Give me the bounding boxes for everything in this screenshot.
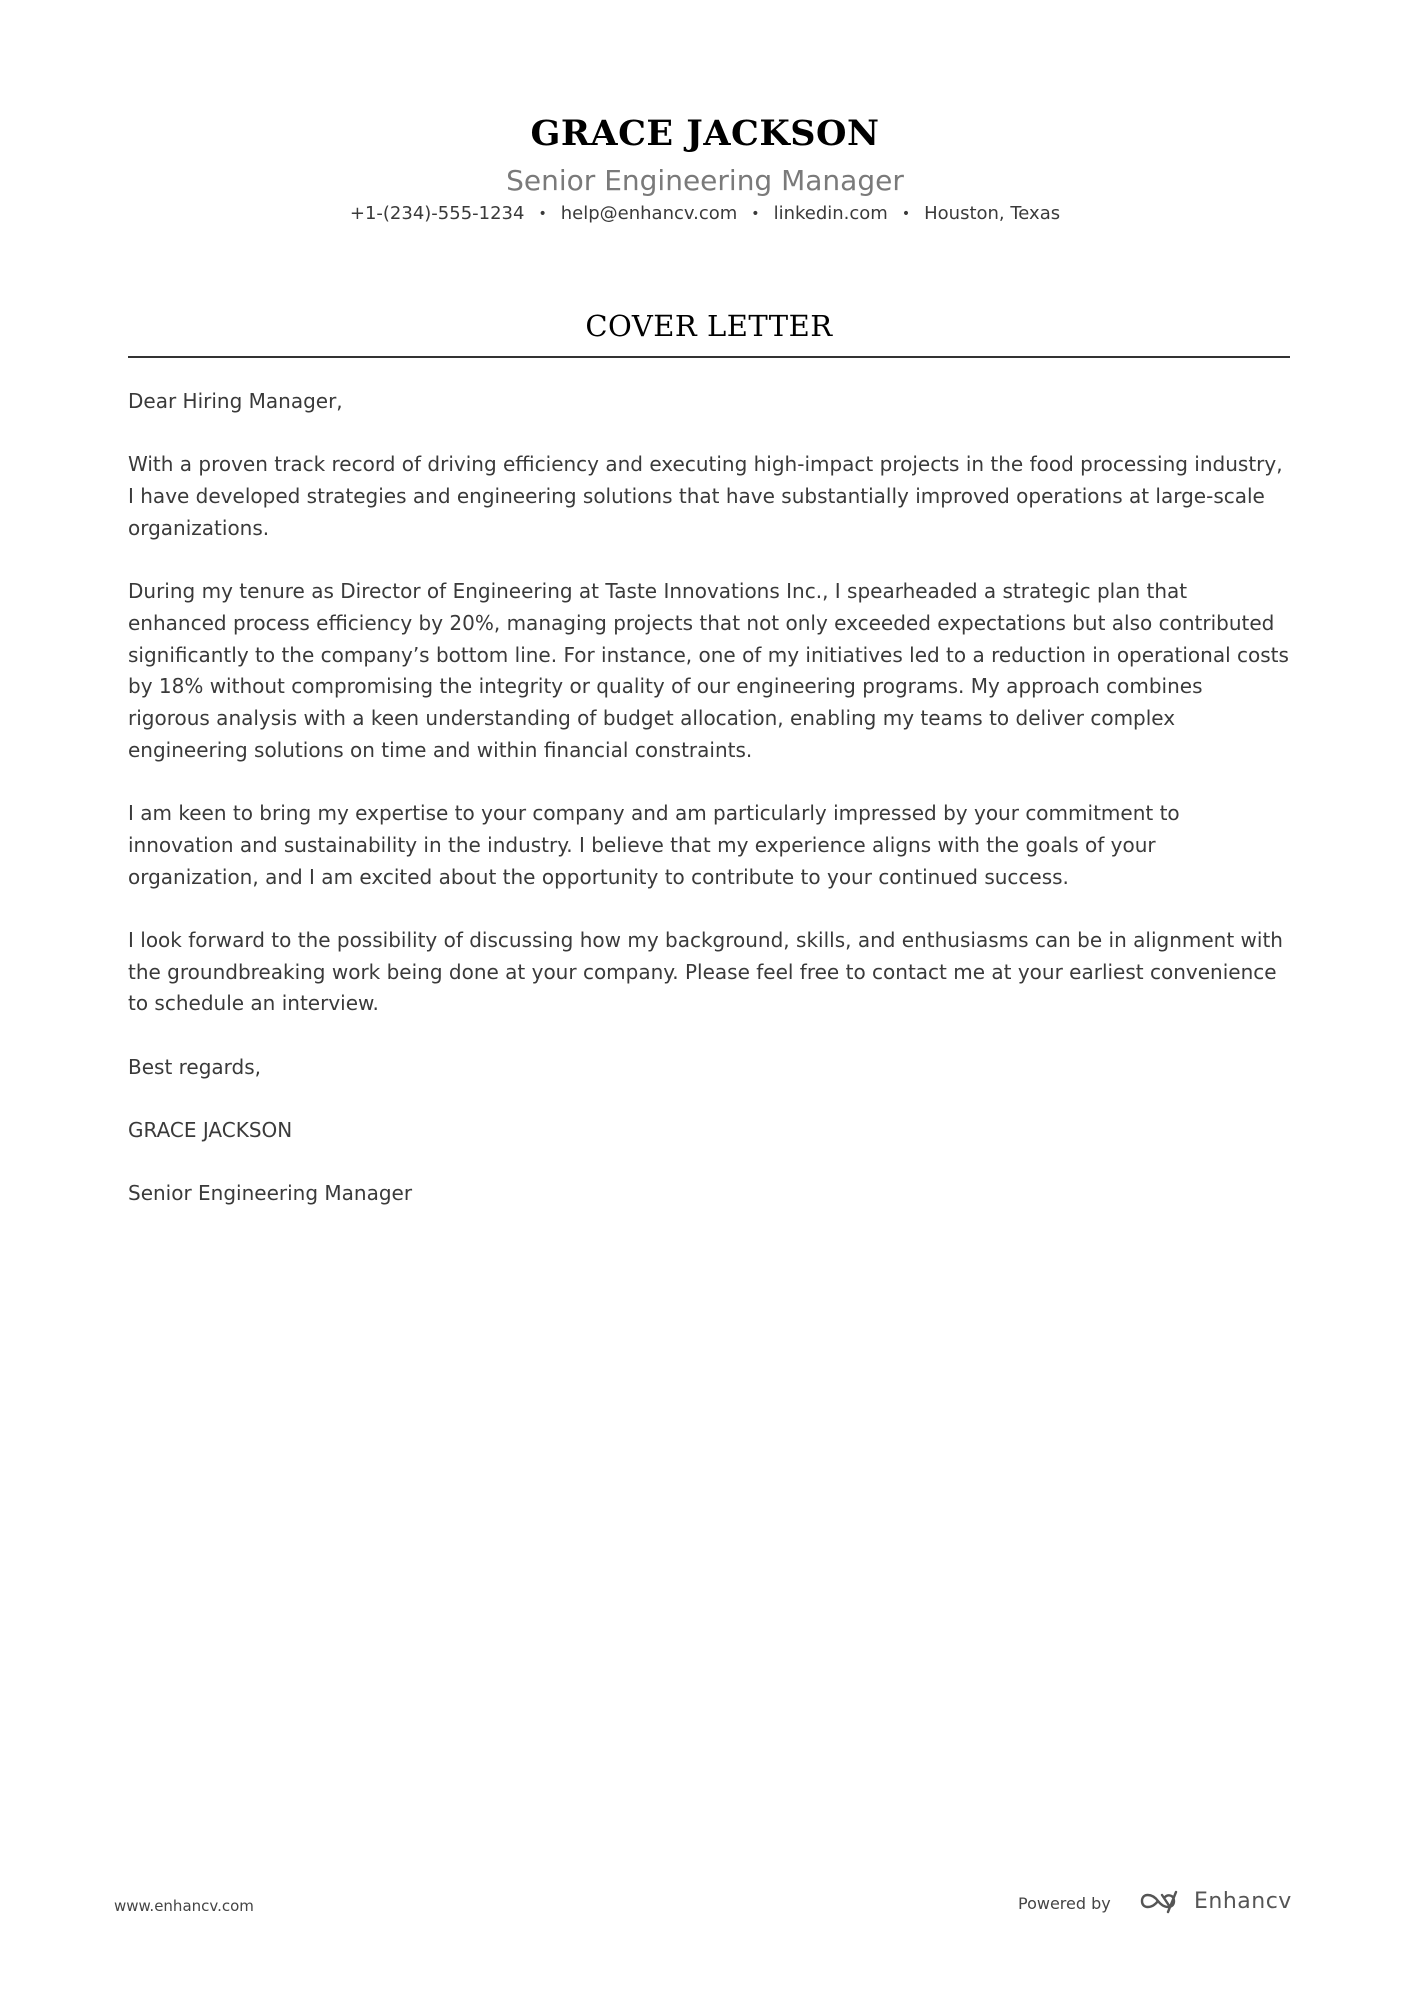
contact-line	[0, 202, 1410, 226]
paragraph-intro: With a proven track record of driving efficiency and executing high-impact projects in the food processing industry, I have developed strategies and engineering solutions that have substantially improved operations at large-scale organizations.	[128, 452, 1283, 540]
header	[0, 112, 1410, 226]
contact-linkedin[interactable]: linkedin.com	[773, 203, 888, 224]
powered-by-label: Powered by	[1018, 1894, 1111, 1913]
candidate-name: GRACE JACKSON	[530, 113, 880, 154]
bullet-separator: •	[751, 206, 760, 222]
section-divider	[128, 356, 1290, 358]
paragraph-closing: I look forward to the possibility of discussing how my background, skills, and enthusiasms can be in alignment with the groundbreaking work being done at your company. Please feel free to contact me at your earliest convenience to schedule an interview.	[128, 927, 1283, 1016]
brand-name: Enhancv	[1194, 1888, 1292, 1914]
contact-email[interactable]: help@enhancv.com	[560, 203, 738, 224]
footer-website[interactable]: www.enhancv.com	[114, 1897, 254, 1915]
paragraph-motivation: I am keen to bring my expertise to your company and am particularly impressed by your commitment to innovation and sustainability in the industry. I believe that my experience aligns with the goals of your organization, and I am excited about the opportunity to contribute to your continued success.	[128, 801, 1180, 889]
enhancv-logo-icon	[1138, 1886, 1186, 1916]
bullet-separator: •	[538, 206, 547, 222]
contact-location: Houston, Texas	[924, 203, 1061, 224]
contact-phone: +1-(234)-555-1234	[349, 203, 525, 224]
section-title: COVER LETTER	[585, 309, 833, 343]
brand-logo[interactable]	[1138, 1886, 1292, 1916]
signature-title: Senior Engineering Manager	[128, 1181, 413, 1206]
signature-name: GRACE JACKSON	[128, 1118, 293, 1143]
greeting: Dear Hiring Manager,	[128, 389, 343, 413]
letter-body	[128, 386, 1290, 1242]
candidate-title: Senior Engineering Manager	[506, 164, 904, 197]
closing: Best regards,	[128, 1054, 262, 1079]
bullet-separator: •	[901, 206, 911, 222]
paragraph-experience: During my tenure as Director of Engineering at Taste Innovations Inc., I spearheaded a strategic plan that enhanced process efficiency by 20%, managing projects that not only exceeded expectations but also contributed significantly to the company’s bottom line. For instance, one of my initiatives led to a reduction in operational costs by 18% without compromising the integrity or quality of our engineering programs. My approach combines rigorous analysis with a keen understanding of budget allocation, enabling my teams to deliver complex engineering solutions on time and within financial constraints.	[128, 579, 1289, 762]
